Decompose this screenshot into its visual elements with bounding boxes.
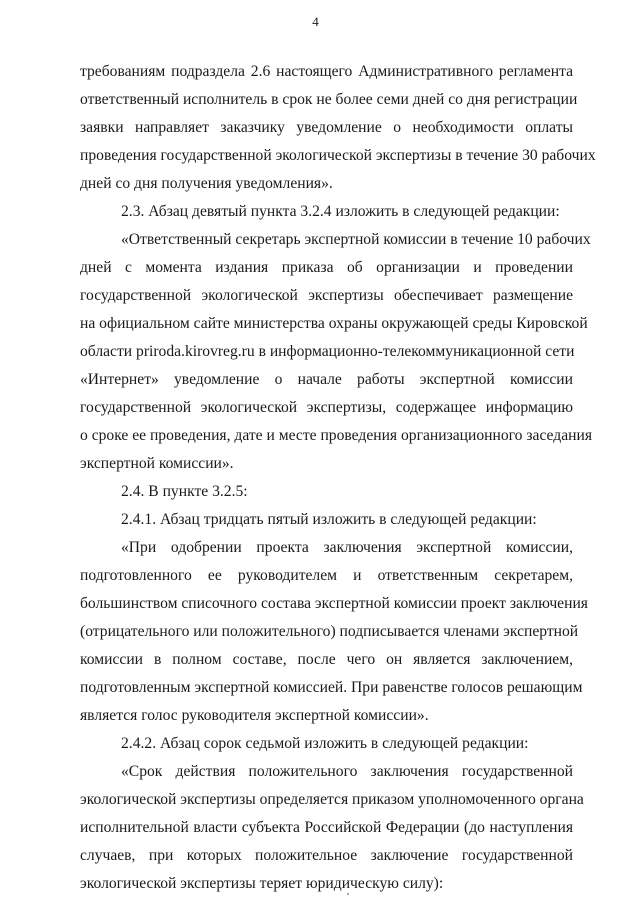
page-number: 4 bbox=[312, 14, 319, 29]
text-line: государственной экологической экспертизы, содержащее информацию bbox=[80, 399, 573, 416]
text-line: комиссии в полном составе, после чего он является заключением, bbox=[80, 651, 573, 668]
text-line: исполнительной власти субъекта Российской Федерации (до наступления bbox=[80, 819, 573, 836]
scan-speck bbox=[347, 893, 349, 895]
text-line: заявки направляет заказчику уведомление о необходимости оплаты bbox=[80, 119, 573, 136]
text-line: требованиям подраздела 2.6 настоящего Административного регламента bbox=[80, 63, 573, 80]
text-line: экологической экспертизы теряет юридическую силу): bbox=[80, 875, 444, 892]
text-line: на официальном сайте министерства охраны окружающей среды Кировской bbox=[80, 315, 588, 332]
section-heading: 2.4. В пункте 3.2.5: bbox=[121, 483, 248, 500]
text-line: подготовленного ее руководителем и ответственным секретарем, bbox=[80, 567, 573, 584]
text-line: большинством списочного состава экспертной комиссии проект заключения bbox=[80, 595, 588, 612]
text-line: дней со дня получения уведомления». bbox=[80, 175, 333, 192]
section-heading: 2.3. Абзац девятый пункта 3.2.4 изложить в следующей редакции: bbox=[121, 203, 560, 220]
text-line: «Интернет» уведомление о начале работы экспертной комиссии bbox=[80, 371, 573, 388]
text-line: является голос руководителя экспертной комиссии». bbox=[80, 707, 429, 724]
text-line: «Ответственный секретарь экспертной комиссии в течение 10 рабочих bbox=[121, 231, 591, 248]
text-line: экспертной комиссии». bbox=[80, 455, 234, 472]
text-line: (отрицательного или положительного) подписывается членами экспертной bbox=[80, 623, 579, 640]
section-heading: 2.4.2. Абзац сорок седьмой изложить в следующей редакции: bbox=[121, 735, 529, 752]
text-line: государственной экологической экспертизы обеспечивает размещение bbox=[80, 287, 573, 304]
text-line: «При одобрении проекта заключения экспертной комиссии, bbox=[121, 539, 573, 556]
text-line: «Срок действия положительного заключения государственной bbox=[121, 763, 573, 780]
text-line: проведения государственной экологической экспертизы в течение 30 рабочих bbox=[80, 147, 596, 164]
text-line: ответственный исполнитель в срок не более семи дней со дня регистрации bbox=[80, 91, 578, 108]
text-line: экологической экспертизы определяется приказом уполномоченного органа bbox=[80, 791, 584, 808]
text-line: дней с момента издания приказа об организации и проведении bbox=[80, 259, 573, 276]
section-heading: 2.4.1. Абзац тридцать пятый изложить в следующей редакции: bbox=[121, 511, 537, 528]
text-line: подготовленным экспертной комиссией. При равенстве голосов решающим bbox=[80, 679, 583, 696]
text-line: случаев, при которых положительное заключение государственной bbox=[80, 847, 573, 864]
text-line: о сроке ее проведения, дате и месте проведения организационного заседания bbox=[80, 427, 592, 444]
text-line: области priroda.kirovreg.ru в информационно-телекоммуникационной сети bbox=[80, 343, 575, 360]
